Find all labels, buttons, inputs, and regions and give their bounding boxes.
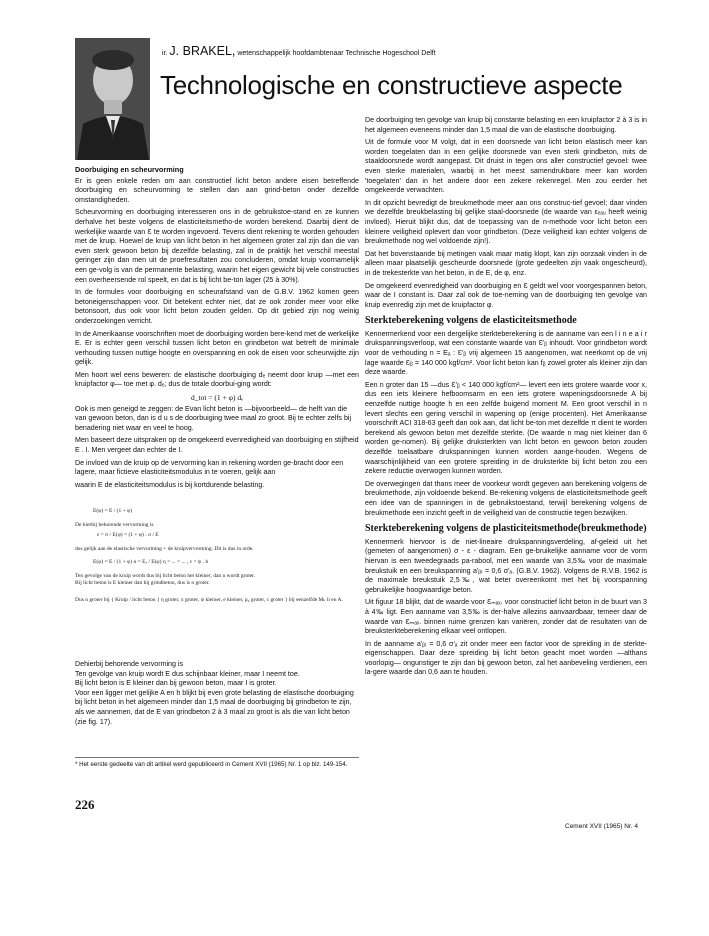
section-heading-plasticiteit: Sterkteberekening volgens de plasticiteitsmethode(breukmethode) bbox=[365, 523, 647, 535]
left-column-continued bbox=[75, 660, 359, 727]
paragraph: De invloed van de kruip op de vervorming kan in rekening worden ge-bracht door een lagere, maar fictieve elasticiteitsmodulus in te voeren, gelijk aan bbox=[75, 458, 344, 477]
paragraph: Men baseert deze uitspraken op de omgekeerd evenredigheid van doorbuiging en stijfheid E . I. Men vergeet dan echter de I. bbox=[75, 436, 359, 455]
paragraph: De overwegingen dat thans meer de voorkeur wordt gegeven aan berekening volgens de breukmethode, zijn voldoende bekend. Be-rekening volgens de elasticiteitsmethode geeft een idee van de spanningen in de gebruikstoestand, terwijl berekening volgens de breukmethode een inzicht geeft in de veiligheid van de constructie tegen bezwijken. bbox=[365, 479, 647, 517]
paragraph: Ook is men geneigd te zeggen: de Evan licht beton is —bijvoorbeeld— de helft van die van gewoon beton, dan is d u s de doorbuiging twee maal zo groot. Bij te echter zelfs bij benadering niet waar en veel te hoog. bbox=[75, 404, 352, 432]
paragraph: Dat het bovenstaande bij metingen vaak maar matig klopt, kan zijn oorzaak vinden in de alleen maar plaatselijk gescheurde doorsnede (grote gedeelten zijn vaak ongescheurd), in de trekesterkte van het beton, in de E, de φ, enz. bbox=[365, 249, 647, 277]
formula-line: E(φ) = E / (1 + φ) bbox=[93, 508, 133, 514]
paragraph: Uit de formule voor M volgt, dat in een doorsnede van licht beton elastisch meer kan worden toegelaten dan in een gelijke doorsnede van even sterk grindbeton, mits de staaldoorsnede wordt aangepast. Dit druist in tegen ons aller constructief gevoel: twee even sterke materialen, waarbij in het meest samendrukbare meer kan worden 'toegelaten' dan in het andere door een zekere rekenregel. Men zou eerder het omgekeerde verwachten. bbox=[365, 138, 647, 195]
formula-line: Dus n groter bij { Kruip / licht beton } η groter, x groter, ψ kleiner, e kleiner, ρ₀ groter, c groter } bij eenzelfde Mₖ b en A. bbox=[75, 596, 343, 603]
paragraph: In de formules voor doorbuiging en scheurafstand van de G.B.V. 1962 komen geen betoneigenschappen voor. Dit betekent echter niet, dat ze ook zonder meer voor elke betonsoort, dus ook voor licht beton zouden gelden. Op dit gebied zijn nog weinig onderzoekingen verricht. bbox=[75, 288, 359, 325]
left-column bbox=[75, 165, 359, 493]
paragraph: Kennermerk hiervoor is de niet-lineaire drukspanningsverdeling, af-geleid uit het (gemeten of aangenomen) σ - ε - diagram. Een ge-bruikelijke aanname voor de vorm hiervan is een tweedegraads pa-rabool, met een waarde van 3,5‰ voor de maximale breukstuik en een breukspanning a'ᵦᵣ = 0,6 σ'ₐ. (G.B.V. 1962). Volgens de R.V.B. 1962 is de maximale breukstuik 2,5‰, wat beter overeenkomt met het bij voorspanning gebruikelijke hoogwaardige beton. bbox=[365, 537, 647, 594]
paragraph: Ten gevolge van kruip wordt E dus schijnbaar kleiner, maar I neemt toe. bbox=[75, 669, 300, 678]
author-name: J. BRAKEL, bbox=[169, 44, 236, 58]
formula-derivation-block bbox=[75, 508, 355, 658]
paragraph: waarin E de elasticiteitsmodulus is bij kortdurende belasting. bbox=[75, 480, 265, 489]
paragraph: Voor een ligger met gelijke A en h blijkt bij even grote belasting de elastische doorbuiging bij licht beton in het algemeen minder dan 1,5 maal de doorbuiging bij grindbeton te zijn, als we aannemen, dat de E van grindbeton 2 à 3 maal zo groot is als die van licht beton (zie fig. 17). bbox=[75, 688, 354, 726]
paragraph: Scheurvorming en doorbuiging interesseren ons in de gebruikstoe-stand en ze kunnen derhalve het beste volgens de elasticiteitsmetho-de worden berekend. Daarbij dient de werkelijke waarde van Ɛ te worden ingevoerd. Tevens dient rekening te worden gehouden met de kruip. Hoewel de kruip van licht beton in het algemeen groter zal zijn dan die van even sterk gewoon beton bij dezelfde belasting, zal in de praktijk het verschil meestal geringer zijn dan men uit de proefresultaten zou concluderen, omdat kruip voornamelijk een ge-volg is van de permanente belasting, waarin het eigen gewicht bij vele constructies een overheersende rol speelt, en dat is bij licht be-ton lager (25 à 30%). bbox=[75, 208, 359, 284]
paragraph: De omgekeerd evenredigheid van doorbuiging en Ɛ geldt wel voor voorgespannen beton, waar de I constant is. Daar zal ook de toe-neming van de doorbuiging ten gevolge van kruip evenredig zijn met de kruipfactor φ. bbox=[365, 281, 647, 309]
paragraph: Er is geen enkele reden om aan constructief licht beton andere eisen betreffende doorbuiging en scheurvorming te stellen dan aan grind-beton onder dezelfde omstandigheden. bbox=[75, 176, 359, 204]
journal-reference: Cement XVII (1965) Nr. 4 bbox=[565, 823, 638, 830]
formula-line: ε = σ / E(φ) = (1 + φ) . σ / E bbox=[97, 532, 159, 538]
paragraph: Kennermerkend voor een dergelijke sterkteberekening is de aanname van een l i n e a i r drukspanningsverloop, wat een constante waarde van Ɛ'ᵦ inhoudt. Voor grindbeton wordt voor de verhouding n = Eₐ : Ɛ'ᵦ vrij algemeen 15 aangenomen, wat neerkomt op de vrij lage waarde Ɛᵦ = 140 000 kgf/cm². Voor licht beton kan fᵦ zowel groter als kleiner zijn dan deze waarde. bbox=[365, 329, 647, 377]
formula-line: dus gelijk aan de elastische vervorming + de kruipvervorming. Dit is dus in orde. bbox=[75, 545, 254, 552]
author-prefix: ir. bbox=[162, 50, 168, 57]
paragraph: Dehierbij behorende vervorming is bbox=[75, 660, 184, 668]
paragraph: In dit opzicht bevredigt de breukmethode meer aan ons construc-tief gevoel; daar vinden we dezelfde breukbelasting bij gelijke staal-doorsnede (de waarde van εₑₐᵤ heeft weinig invloed). Hieruit blijkt dus, dat de toepassing van de n-methode voor licht beton een kleinere veiligheid oplevert dan voor grindbeton. (Deze veiligheid kan echter volgens de breukmethode nog wel voldoende zijn!). bbox=[365, 198, 647, 246]
paragraph: Bij licht beton is E kleiner dan bij gewoon beton, maar I is groter. bbox=[75, 679, 277, 688]
formula-line: Ten gevolge van de kruip wordt dus bij licht beton het kleiner, dan n wordt groter. bbox=[75, 572, 256, 579]
paragraph: De doorbuiging ten gevolge van kruip bij constante belasting en een kruipfactor 2 à 3 is in het algemeen eveneens minder dan 1,5 maal die van de elastische doorbuiging. bbox=[365, 116, 647, 134]
formula-line: De hierbij behorende vervorming is bbox=[75, 521, 154, 528]
paragraph: In de Amerikaanse voorschriften moet de doorbuiging worden bere-kend met de werkelijke E. Er is echter geen verschil tussen licht beton en grindbeton wat betreft de minimale verhouding tussen nuttige hoogte en overspanning en ook de eisen voor scheurwijdte zijn gelijk. bbox=[75, 329, 359, 367]
formula-total-deflection: d_tot = (1 + φ) dₑ bbox=[191, 393, 243, 403]
author-affiliation: wetenschappelijk hoofdambtenaar Technische Hogeschool Delft bbox=[237, 50, 436, 57]
paragraph: Een n groter dan 15 —dus Ɛ'ᵦ < 140 000 kgf/cm²— levert een iets grotere waarde voor x, dus een iets kleinere hefboomsarm en een iets grotere wapeningsdoorsnede A bij eenzelfde nuttige hoogte h en een zelfde buigend moment M. Een groot verschil in n levert slechts een gering verschil in wapening op (enige procenten). Het Amerikaanse voorschrift ACI 318-63 geeft dan ook aan, dat licht be-ton met dezelfde π dient te worden berekend als gewoon beton met dezelfde sterkte. (De waarde n mag niet kleiner dan 6 worden ge-nomen). Bij gelijke druksterkten van licht beton en gewoon beton zouden dezelfde toelaatbare drukspanningen kunnen worden aange-houden. Wegens de waarschijnlijkheid van een grotere spreiding in de druksterkte bij licht beton zou een zekere reductie overwogen kunnen worden. bbox=[365, 380, 647, 476]
paragraph: Uit figuur 18 blijkt, dat de waarde voor Ɛₘₐₓ. voor constructief licht beton in de buurt van 3 à 4‰ ligt. Een aanname van 3,5‰ is der-halve allezins aanvaardbaar, temeer daar de waarde van Ɛₘₐₓ. binnen ruime grenzen kan variëren, zonder dat de resultaten van de breuksterkteberekening elkaar veel ontlopen. bbox=[365, 598, 647, 636]
formula-line: E(φ) = E / (1 + φ) n = Eₐ / E(φ) η = ... = ... , ε = ψ . b bbox=[93, 559, 209, 565]
article-title: Technologische en constructieve aspecte bbox=[160, 70, 623, 100]
page-number: 226 bbox=[75, 797, 95, 812]
formula-line: Bij licht beton is E kleiner dan bij grindbeton, dus is n groter. bbox=[75, 580, 210, 586]
author-line bbox=[162, 44, 436, 58]
section-heading-elasticiteit: Sterkteberekening volgens de elasticiteitsmethode bbox=[365, 315, 577, 327]
section-heading-doorbuiging: Doorbuiging en scheurvorming bbox=[75, 165, 184, 174]
paragraph: In de aanname a'ᵦᵣ = 0,6 σ'ₐ zit onder meer een factor voor de spreiding in de sterkte-eigenschappen. Daar deze spreiding bij licht beton geacht moet worden —althans voorlopig— ongunstiger te zijn dan bij gewoon beton, zal het aanbeveling verdienen, een la-gere waarde dan 0,6 aan te houden. bbox=[365, 639, 647, 677]
paragraph: Men hoort wel eens beweren: de elastische doorbuiging dₑ neemt door kruip —met een kruipfactor φ— toe met φ. dₑ; dus de totale doorbui-ging wordt: bbox=[75, 370, 359, 389]
right-column bbox=[365, 116, 647, 681]
author-photo bbox=[75, 38, 150, 160]
footnote: * Het eerste gedeelte van dit artikel werd gepubliceerd in Cement XVII (1965) Nr. 1 op blz. 149-154. bbox=[75, 757, 359, 770]
